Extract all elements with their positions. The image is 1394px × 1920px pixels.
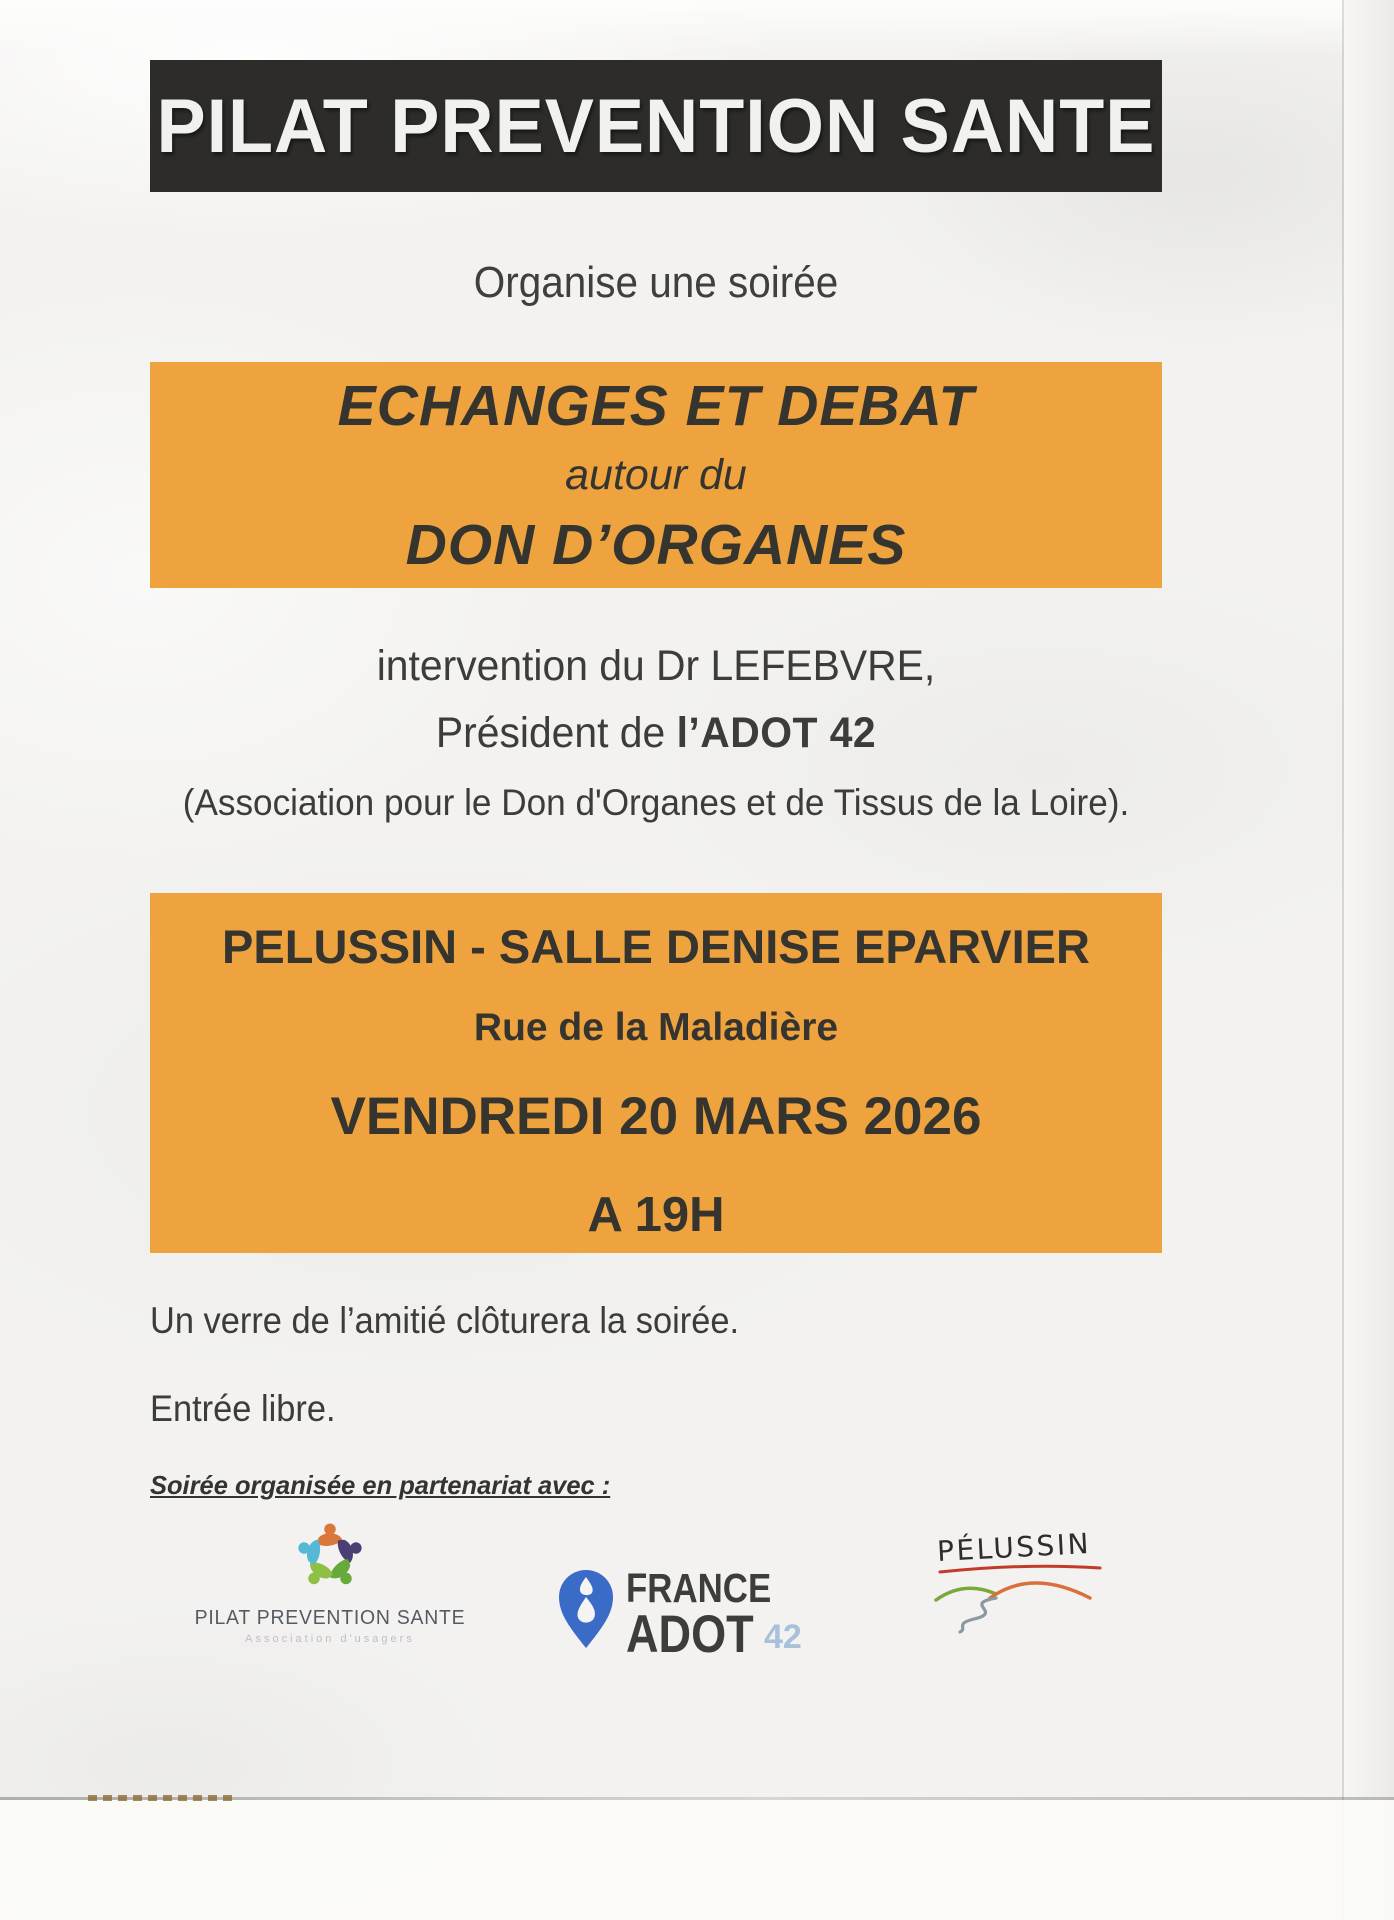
people-circle-icon — [276, 1585, 384, 1602]
scan-edge-strip — [1344, 0, 1394, 1920]
title-banner — [150, 60, 1162, 192]
speaker-line3: (Association pour le Don d'Organes et de Tissus de la Loire). — [182, 782, 1130, 823]
paper-lower-band — [0, 1800, 1394, 1920]
event-connector: autour du — [565, 450, 747, 499]
page-title: PILAT PREVENTION SANTE — [156, 83, 1156, 169]
venue-location: PELUSSIN - SALLE DENISE EPARVIER — [222, 920, 1090, 973]
speaker-line1: intervention du Dr LEFEBVRE, — [376, 642, 936, 690]
venue-time: A 19H — [587, 1188, 725, 1242]
paper-fold-line — [1342, 0, 1344, 1920]
speaker-line2-bold: l’ADOT 42 — [676, 709, 877, 757]
speaker-line2-regular: Président de — [435, 709, 677, 757]
closing-line-drinks: Un verre de l’amitié clôturera la soirée. — [150, 1300, 740, 1341]
venue-street: Rue de la Maladière — [473, 1006, 839, 1049]
event-title-line2: DON D’ORGANES — [405, 512, 907, 577]
tape-residue-marks — [88, 1795, 238, 1801]
adot-word-adot: ADOT — [626, 1605, 754, 1664]
speaker-line2 — [175, 709, 1136, 758]
pps-logo-subtitle: Association d'usagers — [245, 1633, 415, 1645]
pelussin-logo — [936, 1526, 1138, 1647]
venue-banner — [150, 893, 1162, 1253]
adot-wordmark — [626, 1565, 802, 1664]
closing-line-free-entry: Entrée libre. — [150, 1388, 336, 1429]
intro-line: Organise une soirée — [473, 258, 839, 307]
adot-department-number: 42 — [764, 1618, 802, 1656]
hills-and-road-icon — [932, 1564, 1138, 1647]
adot-word-france: FRANCE — [626, 1565, 772, 1611]
venue-date: VENDREDI 20 MARS 2026 — [330, 1087, 982, 1146]
map-pin-drops-icon — [556, 1568, 616, 1655]
scan-highlight — [0, 0, 1394, 55]
speaker-section — [150, 642, 1162, 824]
pps-logo-name: PILAT PREVENTION SANTE — [194, 1607, 466, 1629]
pelussin-logo-name: PÉLUSSIN — [936, 1526, 1092, 1568]
partners-heading: Soirée organisée en partenariat avec : — [150, 1470, 611, 1500]
event-banner — [150, 362, 1162, 588]
event-title-line1: ECHANGES ET DEBAT — [337, 373, 975, 438]
pilat-prevention-sante-logo — [180, 1512, 480, 1645]
france-adot-logo — [556, 1565, 802, 1664]
